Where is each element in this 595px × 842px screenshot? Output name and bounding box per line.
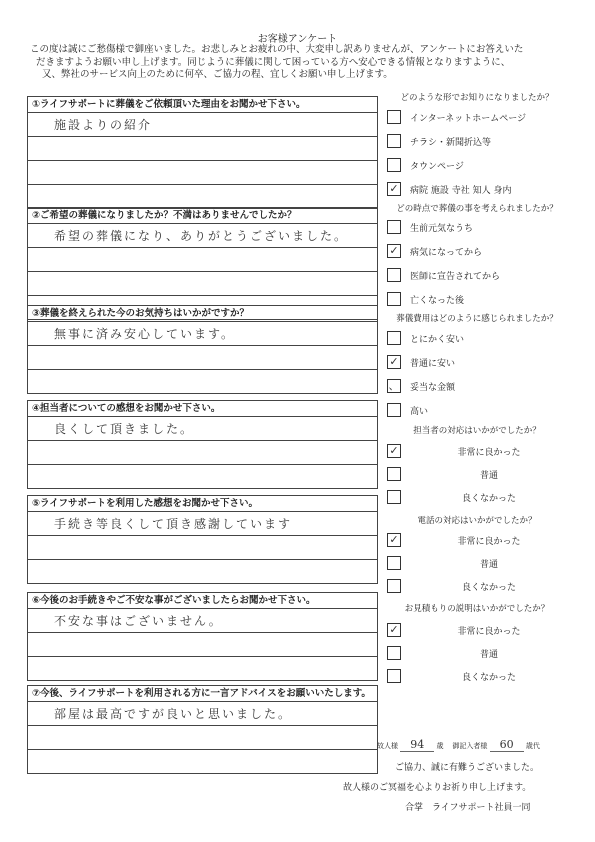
question-6-answer: 不安な事はございません。 — [54, 614, 223, 628]
option-row[interactable] — [384, 463, 570, 487]
option-row[interactable] — [384, 665, 570, 689]
option-label: 高い — [410, 407, 429, 417]
option-label: インターネットホームページ — [410, 114, 527, 124]
checkbox[interactable] — [387, 134, 401, 148]
option-row[interactable] — [384, 154, 570, 178]
answer-line[interactable] — [28, 161, 377, 185]
option-row[interactable] — [384, 288, 570, 312]
deceased-age-label: 故人様 — [377, 742, 398, 750]
checkbox[interactable] — [387, 467, 401, 481]
option-row[interactable] — [384, 529, 570, 553]
answer-line[interactable] — [28, 702, 377, 726]
checkbox[interactable] — [387, 268, 401, 282]
option-row[interactable] — [384, 130, 570, 154]
respondent-age-value: 60 — [499, 738, 514, 751]
option-label: 非常に良かった — [457, 537, 521, 547]
question-3-answer: 無事に済み安心しています。 — [54, 327, 236, 341]
checkbox[interactable] — [387, 403, 401, 417]
checkbox[interactable] — [387, 579, 401, 593]
intro-line: 又、弊社のサービス向上のために何卒、ご協力の程、宜しくお願い申し上げます。 — [42, 69, 393, 80]
signature: 合掌 ライフサポート社員一同 — [405, 803, 531, 813]
deceased-age-unit: 歳 — [436, 742, 444, 750]
option-label: 病気になってから — [410, 248, 483, 258]
answer-line[interactable] — [28, 417, 377, 441]
checkbox[interactable] — [387, 669, 401, 683]
question-6-label: ⑥今後のお手続きやご不安な事がございましたらお聞かせ下さい。 — [28, 593, 377, 609]
option-label: 非常に良かった — [457, 448, 521, 458]
section-6-title: お見積もりの説明はいかがでしたか？ — [404, 604, 550, 614]
prayer-message: 故人様のご冥福を心よりお祈り申し上げます。 — [343, 783, 532, 793]
question-2-box — [27, 207, 378, 320]
option-row[interactable] — [384, 327, 570, 351]
checkbox[interactable]: ✓ — [387, 244, 401, 258]
answer-line[interactable] — [28, 512, 377, 536]
question-1-label: ①ライフサポートに葬儀をご依頼頂いた理由をお聞かせ下さい。 — [28, 97, 377, 113]
question-6-box — [27, 592, 378, 681]
answer-line[interactable] — [28, 633, 377, 657]
answer-line[interactable] — [28, 272, 377, 296]
section-3-title: 葬儀費用はどのように感じられましたか？ — [396, 314, 558, 324]
checkbox[interactable]: ✓ — [387, 355, 401, 369]
option-label: 医師に宣告されてから — [410, 272, 501, 282]
section-2-title: どの時点で葬儀の事を考えられましたか？ — [396, 204, 558, 214]
section-1-title: どのような形でお知りになりましたか？ — [400, 93, 554, 103]
checkbox[interactable] — [387, 292, 401, 306]
option-label: 生前元気なうち — [410, 224, 474, 234]
answer-line[interactable] — [28, 370, 377, 393]
checkbox[interactable]: ✓ — [387, 444, 401, 458]
question-1-box — [27, 96, 378, 209]
option-row[interactable] — [384, 642, 570, 666]
checkbox[interactable]: 、 — [388, 379, 400, 392]
respondent-age-field[interactable] — [490, 738, 524, 752]
answer-line[interactable] — [28, 185, 377, 208]
answer-line[interactable] — [28, 750, 377, 773]
question-5-label: ⑤ライフサポートを利用した感想をお聞かせ下さい。 — [28, 496, 377, 512]
answer-line[interactable] — [28, 609, 377, 633]
question-1-answer: 施設よりの紹介 — [54, 118, 153, 132]
answer-line[interactable] — [28, 322, 377, 346]
option-row[interactable] — [384, 399, 570, 423]
checkbox[interactable]: ✓ — [387, 623, 401, 637]
option-row[interactable] — [384, 106, 570, 130]
option-row[interactable] — [384, 375, 570, 399]
age-row — [377, 738, 540, 752]
respondent-age-label: 御記入者様 — [452, 742, 488, 750]
checkbox[interactable] — [387, 158, 401, 172]
option-label: とにかく安い — [410, 335, 465, 345]
answer-line[interactable] — [28, 441, 377, 465]
checkbox[interactable] — [387, 110, 401, 124]
intro-line: だきますようお願い申し上げます。同じように葬儀に関して困っている方へ安心できる情報となりますように、 — [36, 56, 511, 68]
option-label: タウンページ — [410, 162, 464, 172]
option-label: 普通 — [479, 560, 498, 570]
option-row[interactable] — [384, 216, 570, 240]
section-4-title: 担当者の対応はいかがでしたか？ — [413, 426, 541, 436]
option-label: 良くなかった — [461, 583, 516, 593]
checkbox[interactable]: ✓ — [387, 182, 401, 196]
checkbox[interactable]: ✓ — [387, 533, 401, 547]
survey-title: お客様アンケート — [257, 34, 338, 45]
option-label: 良くなかった — [461, 673, 516, 683]
question-7-answer: 部屋は最高ですが良いと思いました。 — [54, 707, 293, 721]
option-label: 普通 — [479, 650, 498, 660]
question-4-answer: 良くして頂きました。 — [54, 422, 195, 436]
question-7-label: ⑦今後、ライフサポートを利用される方に一言アドバイスをお願いいたします。 — [28, 686, 377, 702]
question-2-label: ②ご希望の葬儀になりましたか？不満はありませんでしたか？ — [28, 208, 377, 224]
answer-line[interactable] — [28, 726, 377, 750]
option-row[interactable] — [384, 575, 570, 599]
option-row[interactable] — [384, 552, 570, 576]
respondent-age-unit: 歳代 — [525, 742, 540, 750]
answer-line[interactable] — [28, 224, 377, 248]
question-5-box — [27, 495, 378, 584]
option-row[interactable] — [384, 440, 570, 464]
answer-line[interactable] — [28, 465, 377, 488]
option-label: 普通 — [479, 471, 498, 481]
question-7-box — [27, 685, 378, 774]
option-label: チラシ・新聞折込等 — [410, 138, 492, 148]
answer-line[interactable] — [28, 346, 377, 370]
question-5-answer: 手続き等良くして頂き感謝しています — [54, 517, 293, 531]
question-2-answer: 希望の葬儀になり、ありがとうございました。 — [54, 229, 349, 243]
checkbox[interactable] — [387, 646, 401, 660]
option-label: 妥当な金額 — [410, 383, 456, 393]
question-4-box — [27, 400, 378, 489]
option-row[interactable] — [384, 240, 570, 264]
question-4-label: ④担当者についての感想をお聞かせ下さい。 — [28, 401, 377, 417]
checkbox[interactable] — [387, 490, 401, 504]
option-label: 良くなかった — [461, 494, 516, 504]
question-3-box — [27, 305, 378, 394]
section-5-title: 電話の対応はいかがでしたか？ — [417, 516, 537, 526]
checkbox[interactable] — [387, 331, 401, 345]
option-label: 普通に安い — [410, 359, 456, 369]
answer-line[interactable] — [28, 248, 377, 272]
option-label: 非常に良かった — [457, 627, 521, 637]
answer-line[interactable] — [28, 560, 377, 583]
answer-line[interactable] — [28, 113, 377, 137]
option-row[interactable] — [384, 178, 570, 202]
intro-text — [30, 44, 570, 82]
deceased-age-value: 94 — [410, 738, 425, 751]
checkbox[interactable] — [387, 220, 401, 234]
deceased-age-field[interactable] — [400, 738, 434, 752]
option-row[interactable] — [384, 351, 570, 375]
question-3-label: ③葬儀を終えられた今のお気持ちはいかがですか？ — [28, 306, 377, 322]
intro-line: この度は誠にご愁傷様で御座いました。お悲しみとお疲れの中、大変申し訳ありませんが、アンケートにお答えいた — [30, 44, 524, 55]
option-row[interactable] — [384, 264, 570, 288]
answer-line[interactable] — [28, 137, 377, 161]
answer-line[interactable] — [28, 536, 377, 560]
option-row[interactable] — [384, 486, 570, 510]
option-label: 病院 施設 寺社 知人 身内 — [410, 186, 512, 196]
thanks-message: ご協力、誠に有難うございました。 — [395, 763, 540, 773]
checkbox[interactable] — [387, 556, 401, 570]
option-row[interactable] — [384, 619, 570, 643]
option-label: 亡くなった後 — [410, 296, 465, 306]
answer-line[interactable] — [28, 657, 377, 680]
